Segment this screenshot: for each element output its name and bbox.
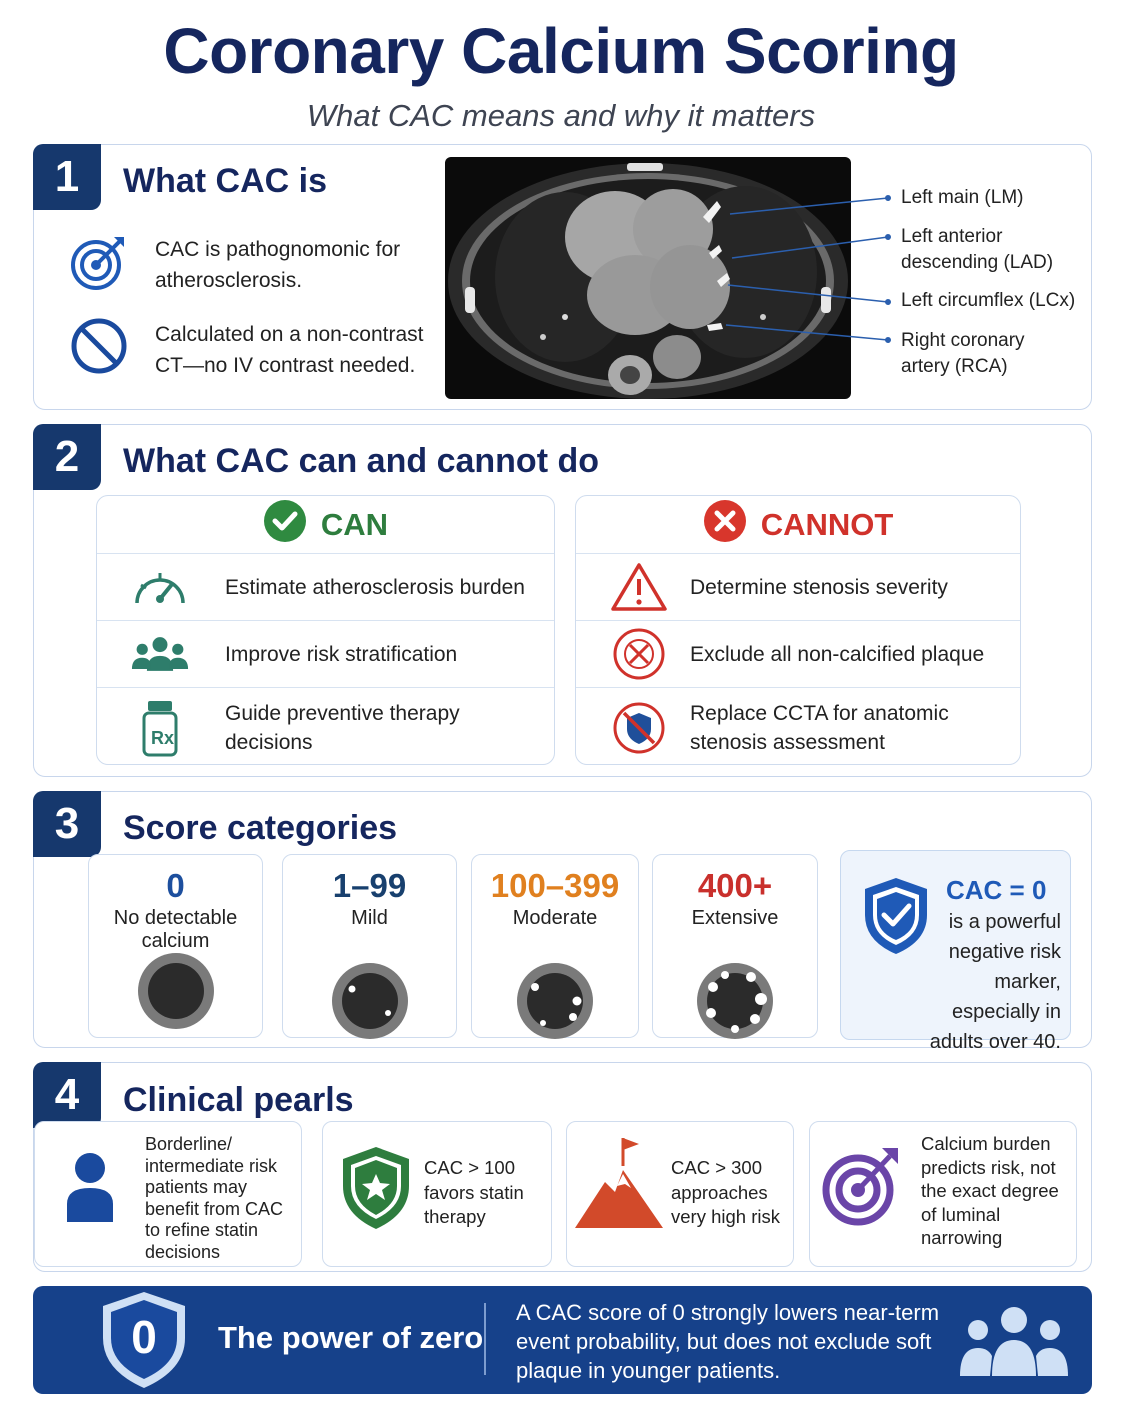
zero-shield-icon	[99, 1290, 189, 1395]
cannot-label: CANNOT	[760, 506, 894, 542]
list-item	[576, 554, 1020, 621]
artery-cross-section-icon	[136, 951, 216, 1031]
target-icon	[822, 1144, 902, 1233]
check-circle-icon	[263, 499, 307, 551]
score-card-moderate	[471, 854, 639, 1038]
zero-badge-text: 0	[131, 1311, 157, 1363]
section-number: 1	[33, 144, 101, 210]
banner-title: The power of zero	[218, 1320, 484, 1355]
section-what-cac-is	[33, 144, 1092, 410]
can-item-text: Estimate atherosclerosis burden	[225, 575, 525, 599]
pearl-text: Borderline/ intermediate risk patients may benefit from CAC to refine statin decisions	[145, 1134, 284, 1262]
score-card-extensive	[652, 854, 818, 1038]
pearl-card-statin	[322, 1121, 552, 1267]
callout-rca: Right coronary artery (RCA)	[901, 330, 1025, 377]
cac-zero-heading: CAC = 0	[946, 875, 1047, 905]
section-title: What CAC is	[123, 162, 327, 200]
score-value: 1–99	[332, 867, 407, 904]
mountain-flag-icon	[573, 1134, 665, 1235]
score-label: Mild	[351, 907, 388, 929]
group-icon	[958, 1304, 1070, 1383]
page-subtitle: What CAC means and why it matters	[306, 98, 816, 133]
section-clinical-pearls	[33, 1062, 1092, 1272]
no-shield-icon	[610, 699, 668, 757]
artery-cross-section-icon	[515, 961, 595, 1041]
cac-zero-text: is a powerful negative risk marker, especially in adults over 40.	[929, 911, 1061, 1053]
can-label: CAN	[320, 506, 389, 542]
list-item	[576, 621, 1020, 688]
point-pathognomonic: CAC is pathognomonic for atherosclerosis.	[155, 238, 401, 292]
warning-icon	[610, 558, 668, 616]
pearl-card-borderline	[34, 1121, 302, 1267]
list-item	[97, 621, 554, 688]
page-title: Coronary Calcium Scoring	[163, 15, 959, 87]
cannot-item-text: Exclude all non-calcified plaque	[690, 642, 985, 666]
section-score-categories	[33, 791, 1092, 1053]
pearl-text: Calcium burden predicts risk, not the exact degree of luminal narrowing	[921, 1133, 1059, 1248]
gauge-icon	[131, 558, 189, 616]
point-non-contrast: Calculated on a non-contrast CT—no IV contrast needed.	[155, 323, 424, 377]
x-circle-icon	[703, 499, 747, 551]
section-number: 2	[33, 424, 101, 490]
artery-cross-section-icon	[695, 961, 775, 1041]
power-of-zero-banner	[33, 1286, 1092, 1394]
callout-lcx: Left circumflex (LCx)	[901, 290, 1076, 311]
cannot-heading	[576, 496, 1020, 554]
can-panel	[96, 495, 555, 765]
score-card-zero	[88, 854, 263, 1038]
list-item	[97, 688, 554, 765]
people-icon	[131, 625, 189, 683]
section-title: Score categories	[123, 809, 398, 847]
section-number: 3	[33, 791, 101, 857]
pearl-card-calcium-burden	[809, 1121, 1077, 1267]
callout-lm: Left main (LM)	[901, 187, 1024, 208]
rx-bottle-icon	[131, 699, 189, 757]
banner-text: A CAC score of 0 strongly lowers near-term event probability, but does not exclude soft plaque in younger patients.	[516, 1300, 940, 1383]
callout-lines	[34, 145, 934, 411]
pearl-card-very-high-risk	[566, 1121, 794, 1267]
cannot-item-text: Determine stenosis severity	[690, 575, 948, 599]
can-heading	[97, 496, 554, 554]
cannot-item-text: Replace CCTA for anatomic stenosis assessment	[690, 702, 949, 754]
artery-cross-section-icon	[330, 961, 410, 1041]
can-item-text: Improve risk stratification	[225, 642, 458, 666]
pearl-text: CAC > 300 approaches very high risk	[671, 1157, 780, 1227]
score-value: 0	[166, 867, 185, 904]
negative-risk-marker-box	[840, 850, 1071, 1053]
section-title: Clinical pearls	[123, 1081, 354, 1119]
cannot-panel	[575, 495, 1021, 765]
svg-text:Rx: Rx	[151, 728, 175, 748]
can-item-text: Guide preventive therapy decisions	[225, 702, 460, 754]
score-label: Moderate	[512, 907, 598, 929]
banner-divider	[484, 1303, 486, 1375]
person-icon	[65, 1150, 115, 1227]
callout-lad: Left anterior descending (LAD)	[901, 226, 1054, 273]
section-number: 4	[33, 1062, 101, 1128]
section-can-cannot	[33, 424, 1092, 777]
score-label: No detectable calcium	[113, 907, 238, 952]
list-item	[576, 688, 1020, 765]
pearl-text: CAC > 100 favors statin therapy	[424, 1157, 524, 1227]
section-title: What CAC can and cannot do	[123, 442, 599, 480]
star-shield-icon	[339, 1144, 413, 1237]
score-value: 100–399	[490, 867, 620, 904]
score-value: 400+	[697, 867, 773, 904]
list-item	[97, 554, 554, 621]
score-label: Extensive	[691, 907, 779, 929]
no-plaque-icon	[610, 625, 668, 683]
score-card-mild	[282, 854, 457, 1038]
